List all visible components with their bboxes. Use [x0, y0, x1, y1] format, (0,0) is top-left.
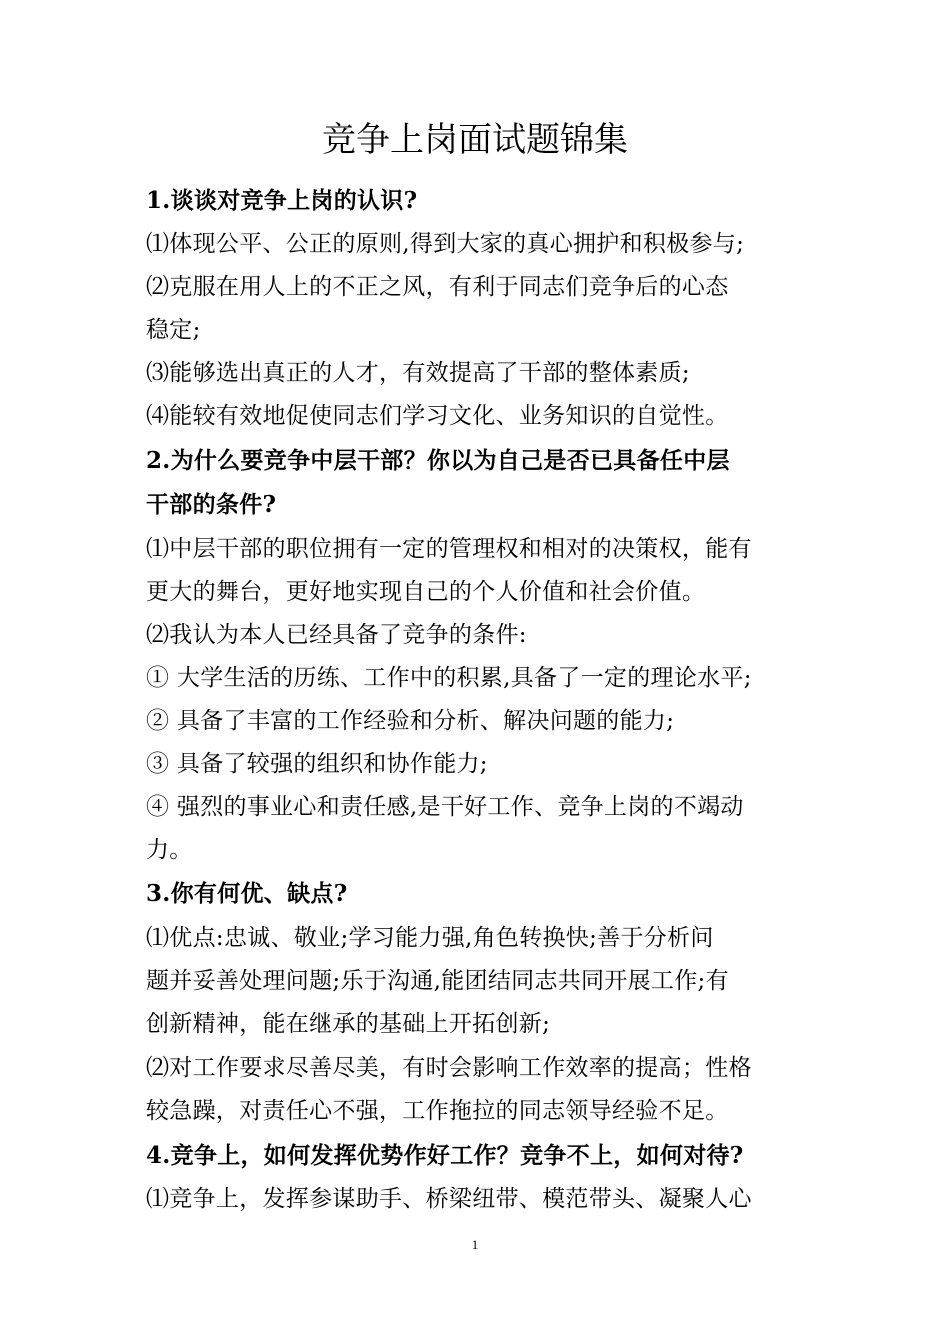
question-heading-2: 2.为什么要竞争中层干部？你以为自己是否已具备任中层: [146, 447, 730, 474]
answer-line: ⑵对工作要求尽善尽美，有时会影响工作效率的提高；性格: [146, 1055, 752, 1081]
question-heading-3: 3.你有何优、缺点?: [146, 880, 348, 907]
answer-line: ③ 具备了较强的组织和协作能力;: [146, 751, 488, 777]
document-title: 竞争上岗面试题锦集: [322, 120, 628, 160]
answer-line: 创新精神，能在继承的基础上开拓创新;: [146, 1011, 551, 1037]
answer-line: 题并妥善处理问题;乐于沟通,能团结同志共同开展工作;有: [146, 968, 729, 994]
answer-line: 力。: [146, 837, 193, 863]
answer-line: ⑵我认为本人已经具备了竞争的条件:: [146, 622, 527, 648]
answer-line: ⑶能够选出真正的人才，有效提高了干部的整体素质;: [146, 360, 690, 386]
answer-line: ② 具备了丰富的工作经验和分析、解决问题的能力;: [146, 708, 675, 734]
answer-line: ⑵克服在用人上的不正之风，有利于同志们竞争后的心态: [146, 274, 729, 300]
question-heading-4: 4.竞争上，如何发挥优势作好工作？竞争不上，如何对待?: [146, 1142, 744, 1169]
answer-line: ⑴体现公平、公正的原则,得到大家的真心拥护和积极参与;: [146, 231, 745, 257]
answer-line: ⑷能较有效地促使同志们学习文化、业务知识的自觉性。: [146, 403, 729, 429]
answer-line: ⑴竞争上，发挥参谋助手、桥梁纽带、模范带头、凝聚人心: [146, 1186, 752, 1212]
answer-line: 更大的舞台，更好地实现自己的个人价值和社会价值。: [146, 579, 706, 605]
answer-line: ④ 强烈的事业心和责任感,是干好工作、竞争上岗的不竭动: [146, 794, 744, 820]
question-heading-2-continued: 干部的条件?: [146, 491, 277, 518]
answer-line: ⑴中层干部的职位拥有一定的管理权和相对的决策权，能有: [146, 536, 752, 562]
answer-line: 稳定;: [146, 317, 201, 343]
answer-line: 较急躁，对责任心不强，工作拖拉的同志领导经验不足。: [146, 1098, 729, 1124]
answer-line: ⑴优点:忠诚、敬业;学习能力强,角色转换快;善于分析问: [146, 925, 714, 951]
answer-line: ① 大学生活的历练、工作中的积累,具备了一定的理论水平;: [146, 665, 752, 691]
question-heading-1: 1.谈谈对竞争上岗的认识?: [146, 187, 418, 214]
page-number: 1: [471, 1237, 479, 1252]
